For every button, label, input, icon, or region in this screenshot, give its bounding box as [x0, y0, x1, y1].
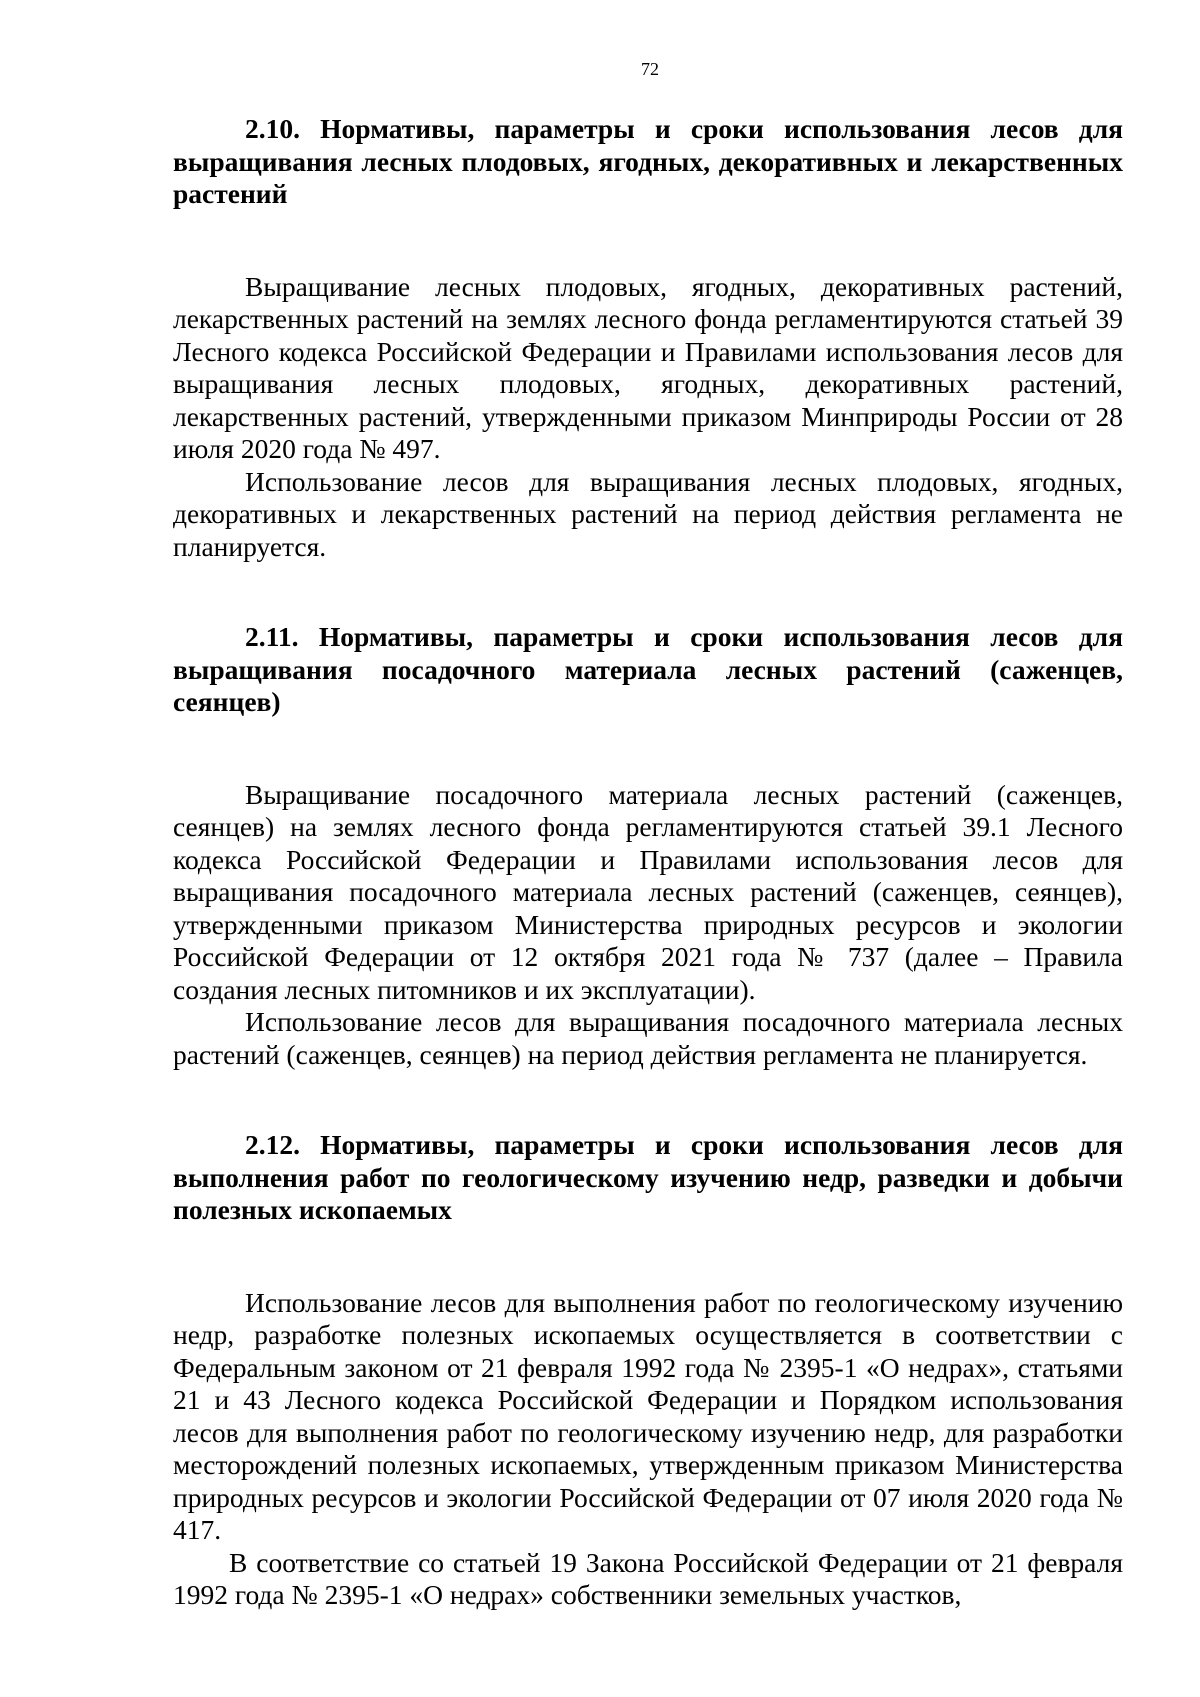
section-2-11: [173, 621, 1123, 1071]
section-heading: 2.11. Нормативы, параметры и сроки использования лесов для выращивания посадочного материала лесных растений (саженцев, сеянцев): [173, 621, 1123, 717]
paragraph: Использование лесов для выращивания лесных плодовых, ягодных, декоративных и лекарственных растений на период действия регламента не планируется.: [173, 465, 1123, 562]
section-heading: 2.10. Нормативы, параметры и сроки использования лесов для выращивания лесных плодовых, ягодных, декоративных и лекарственных растений: [173, 113, 1123, 209]
paragraph: В соответствие со статьей 19 Закона Российской Федерации от 21 февраля 1992 года № 2395-1 «О недрах» собственники земельных участков,: [173, 1546, 1123, 1610]
paragraph: Выращивание посадочного материала лесных растений (саженцев, сеянцев) на землях лесного фонда регламентируются статьей 39.1 Лесного кодекса Российской Федерации и Правилами использования лесов для выращивания посадочного материала лесных растений (саженцев, сеянцев), утвержденными приказом Министерства природных ресурсов и экологии Российской Федерации от 12 октября 2021 года № 737 (далее – Правила создания лесных питомников и их эксплуатации).: [173, 778, 1123, 1005]
paragraph: Выращивание лесных плодовых, ягодных, декоративных растений, лекарственных растений на землях лесного фонда регламентируются статьей 39 Лесного кодекса Российской Федерации и Правилами использования лесов для выращивания лесных плодовых, ягодных, декоративных растений, лекарственных растений, утвержденными приказом Минприроды России от 28 июля 2020 года № 497.: [173, 270, 1123, 464]
paragraph: Использование лесов для выращивания посадочного материала лесных растений (саженцев, сеянцев) на период действия регламента не планируется.: [173, 1006, 1123, 1070]
section-2-10: [173, 113, 1123, 563]
section-2-12: [173, 1129, 1123, 1612]
document-body: [173, 113, 1123, 1670]
page-number: 72: [641, 59, 659, 79]
section-heading: 2.12. Нормативы, параметры и сроки использования лесов для выполнения работ по геологическому изучению недр, разведки и добычи полезных ископаемых: [173, 1129, 1123, 1225]
paragraph: Использование лесов для выполнения работ по геологическому изучению недр, разработке полезных ископаемых осуществляется в соответствии с Федеральным законом от 21 февраля 1992 года № 2395-1 «О недрах», статьями 21 и 43 Лесного кодекса Российской Федерации и Порядком использования лесов для выполнения работ по геологическому изучению недр, для разработки месторождений полезных ископаемых, утвержденным приказом Министерства природных ресурсов и экологии Российской Федерации от 07 июля 2020 года № 417.: [173, 1286, 1123, 1545]
